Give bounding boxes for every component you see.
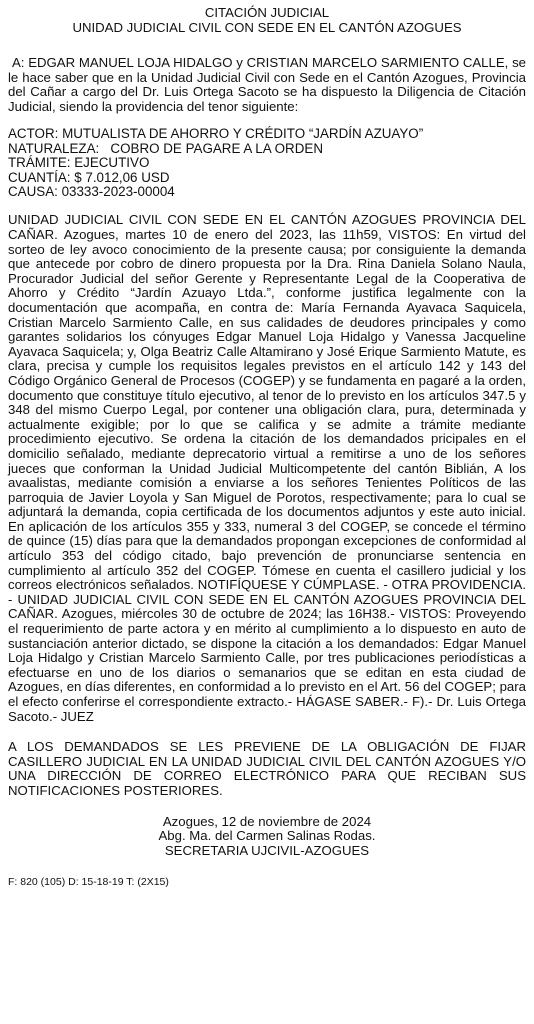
case-naturaleza: NATURALEZA: COBRO DE PAGARE A LA ORDEN xyxy=(8,140,324,156)
notice-title: CITACIÓN JUDICIAL xyxy=(204,5,330,20)
defendants-warning: A LOS DEMANDADOS SE LES PREVIENE DE LA OBLIGACIÓN DE FIJAR CASILLERO JUDICIAL EN LA UNIDAD JUDICIAL CIVIL DEL CANTÓN AZOGUES Y/O UNA DIRECCIÓN DE CORREO ELECTRÓNICO PARA QUE RECIBAN SUS NOTIFICACIONES POSTERIORES. xyxy=(8,739,526,798)
court-name: UNIDAD JUDICIAL CIVIL CON SEDE EN EL CANTÓN AZOGUES xyxy=(72,19,462,35)
secretary-name: Abg. Ma. del Carmen Salinas Rodas. xyxy=(158,828,376,844)
place-date: Azogues, 12 de noviembre de 2024 xyxy=(162,813,372,829)
case-tramite: TRÁMITE: EJECUTIVO xyxy=(8,155,150,171)
signature-block xyxy=(8,815,526,859)
publication-code: F: 820 (105) D: 15-18-19 T: (2X15) xyxy=(8,876,169,889)
intro-paragraph: A: EDGAR MANUEL LOJA HIDALGO y CRISTIAN MARCELO SARMIENTO CALLE, se le hace saber que en la Unidad Judicial Civil con Sede en el Cantón Azogues, Provincia del Cañar a cargo del Dr. Luis Ortega Sacoto se ha dispuesto la Diligencia de Citación Judicial, siendo la providencia del tenor siguiente: xyxy=(8,55,526,114)
case-cuantia: CUANTÍA: $ 7.012,06 USD xyxy=(8,169,170,185)
case-actor: ACTOR: MUTUALISTA DE AHORRO Y CRÉDITO “JARDÍN AZUAYO” xyxy=(8,126,424,142)
case-details xyxy=(8,127,526,199)
case-causa: CAUSA: 03333-2023-00004 xyxy=(8,184,175,199)
secretary-role: SECRETARIA UJCIVIL-AZOGUES xyxy=(164,842,370,858)
providence-body: UNIDAD JUDICIAL CIVIL CON SEDE EN EL CANTÓN AZOGUES PROVINCIA DEL CAÑAR. Azogues, martes 10 de enero del 2023, las 11h59, VISTOS: En virtud del sorteo de ley avoco conocimiento de la presente causa; por consiguiente la demanda que antecede por cobro de dinero propuesta por la Dra. Rina Daniela Solano Naula, Procurador Judicial del señor Gerente y Representante Legal de la Cooperativa de Ahorro y Crédito “Jardín Azuayo Ltda.”, conforme justifica legalmente con la documentación que acompaña, en contra de: María Fernanda Ayavaca Saquicela, Cristian Marcelo Sarmiento Calle, en sus calidades de deudores principales y como garantes solidarios los cónyuges Edgar Manuel Loja Hidalgo y Vanessa Jacqueline Ayavaca Saquicela; y, Olga Beatriz Calle Altamirano y José Erique Sarmiento Matute, es clara, precisa y cumple los requisitos legales previstos en el artículo 142 y 143 del Código Orgánico General de Procesos (COGEP) y se fundamenta en pagaré a la orden, documento que constituye título ejecutivo, al tenor de lo previsto en los artículos 347.5 y 348 del mismo Cuerpo Legal, por contener una obligación clara, pura, determinada y actualmente exigible; por lo que se califica y se admite a trámite mediante procedimiento ejecutivo. Se ordena la citación de los demandados pricipales en el domicilio señalado, mediante deprecatorio virtual a remitirse a uno de los señores jueces que conforman la Unidad Judicial Multicompetente del cantón Biblián, A los avaalistas, mediante comisión a enviarse a los señores Tenientes Políticos de las parroquia de Javier Loyola y San Miguel de Porotos, respectivamente; para lo cual se adjuntará la demanda, copia certificada de los documentos adjuntos y este auto inicial. En aplicación de los artículos 355 y 333, numeral 3 del COGEP, se concede el término de quince (15) días para que la demandados propongan excepciones de conformidad al artículo 353 del código citado, bajo prevención de pronunciarse sentencia en cumplimiento al artículo 352 del COGEP. Tómese en cuenta el casillero judicial y los correos electrónicos señalados. NOTIFÍQUESE Y CÚMPLASE. - OTRA PROVIDENCIA. - UNIDAD JUDICIAL CIVIL CON SEDE EN EL CANTÓN AZOGUES PROVINCIA DEL CAÑAR. Azogues, miércoles 30 de octubre de 2024; las 16H38.- VISTOS: Proveyendo el requerimiento de parte actora y en mérito al cumplimiento a lo dispuesto en auto de sustanciación anterior dictado, se dispone la citación a los demandados: Edgar Manuel Loja Hidalgo y Cristian Marcelo Sarmiento Calle, por tres publicaciones periodísticas a efectuarse en uno de los diarios o semanarios que se editan en esta ciudad de Azogues, en días diferentes, en conformidad a lo previsto en el Art. 56 del COGEP; para el efecto conferirse el correspondiente extracto.- HÁGASE SABER.- F).- Dr. Luis Ortega Sacoto.- JUEZ xyxy=(8,212,526,724)
